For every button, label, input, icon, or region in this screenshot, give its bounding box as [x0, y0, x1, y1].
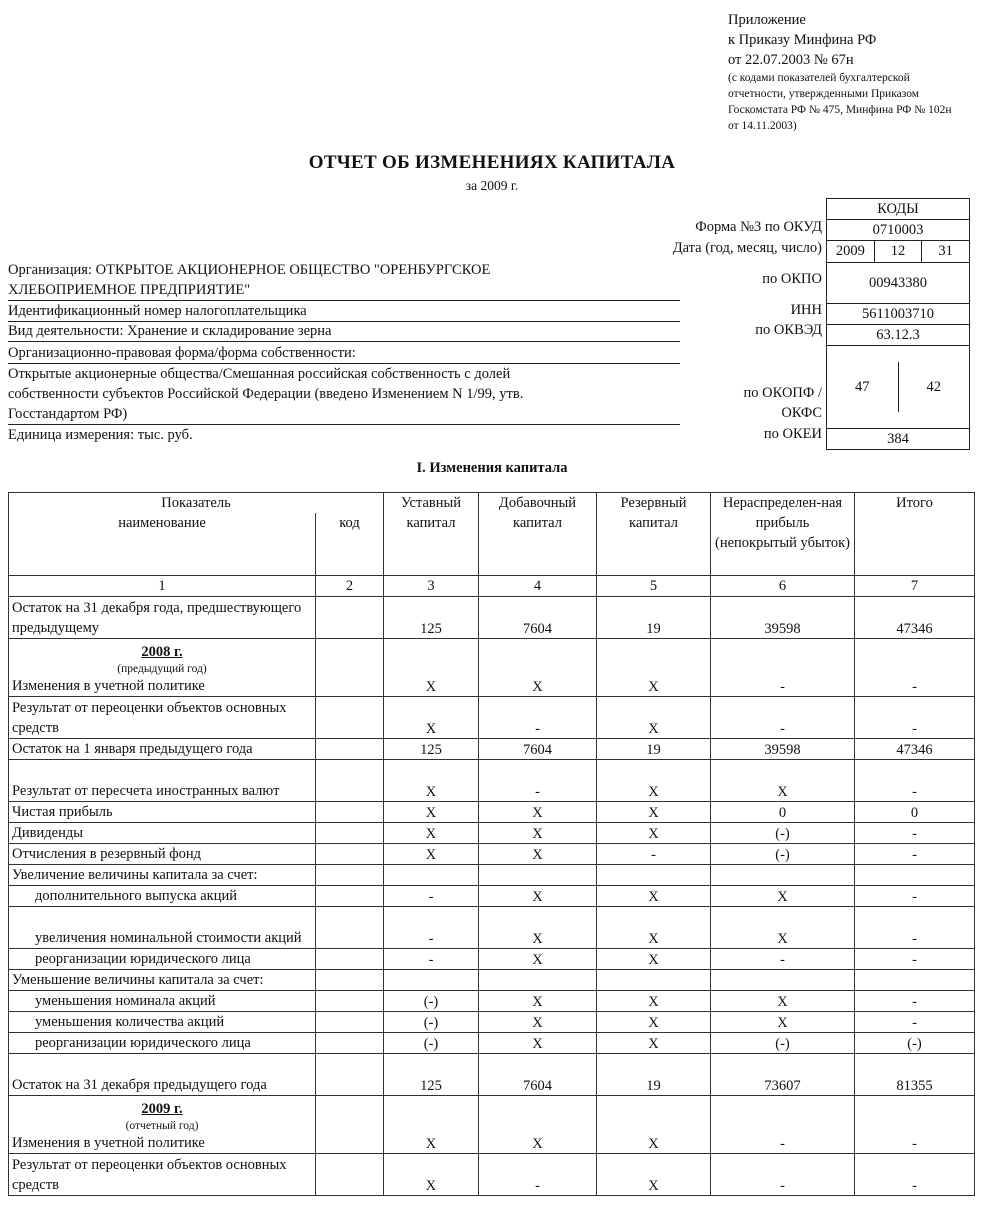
- row-code: [316, 865, 384, 886]
- row-code: [316, 970, 384, 991]
- row-value: -: [855, 823, 975, 844]
- row-name: [9, 597, 316, 639]
- row-value: X: [597, 823, 711, 844]
- row-value: X: [597, 1096, 711, 1154]
- org-legal-line: собственности субъектов Российской Федерации (введено Изменением N 1/99, утв.: [8, 386, 524, 402]
- row-value: X: [597, 639, 711, 697]
- row-value: (-): [711, 1033, 855, 1054]
- row-value: X: [384, 1154, 479, 1196]
- year-heading: 2009 г.: [141, 1101, 183, 1117]
- row-value: X: [597, 802, 711, 823]
- row-value: (-): [384, 1012, 479, 1033]
- row-code: [316, 1033, 384, 1054]
- row-value: -: [855, 991, 975, 1012]
- row-value: [479, 865, 597, 886]
- row-code: [316, 991, 384, 1012]
- code-date-day: 31: [938, 243, 953, 259]
- row-label: Результат от переоценки объектов основных средств: [12, 700, 287, 736]
- row-value: X: [597, 886, 711, 907]
- row-value: 19: [597, 1054, 711, 1096]
- row-value: X: [384, 823, 479, 844]
- row-label: Уменьшение величины капитала за счет:: [12, 972, 264, 988]
- table-row: [9, 1012, 975, 1033]
- row-value: [597, 865, 711, 886]
- row-label: Результат от переоценки объектов основных средств: [12, 1157, 287, 1193]
- row-value: 7604: [479, 1054, 597, 1096]
- row-value: -: [711, 697, 855, 739]
- table-row: [9, 886, 975, 907]
- row-code: [316, 802, 384, 823]
- row-label: Остаток на 31 декабря года, предшествующего предыдущему: [12, 600, 302, 636]
- row-name: [9, 865, 316, 886]
- year-heading: 2008 г.: [141, 644, 183, 660]
- row-code: [316, 739, 384, 760]
- org-activity: Вид деятельности: Хранение и складирование зерна: [8, 321, 680, 342]
- row-value: X: [597, 697, 711, 739]
- row-value: -: [384, 907, 479, 949]
- row-code: [316, 823, 384, 844]
- label-form: Форма №3 по ОКУД: [695, 219, 822, 235]
- code-okei: 384: [887, 431, 909, 447]
- header-name: наименование: [9, 513, 316, 576]
- row-code: [316, 844, 384, 865]
- table-body: [9, 597, 975, 1196]
- header-indicator: Показатель: [9, 493, 384, 514]
- row-value: X: [479, 1033, 597, 1054]
- label-okopf: по ОКОПФ /: [743, 385, 822, 401]
- code-date: [827, 241, 969, 263]
- table-row: [9, 907, 975, 949]
- row-value: [384, 970, 479, 991]
- org-name-line: ХЛЕБОПРИЕМНОЕ ПРЕДПРИЯТИЕ": [8, 282, 251, 298]
- row-value: -: [855, 1012, 975, 1033]
- row-code: [316, 597, 384, 639]
- appendix-line: к Приказу Минфина РФ: [728, 32, 877, 48]
- label-okei: по ОКЕИ: [763, 426, 822, 442]
- row-name: [9, 697, 316, 739]
- row-value: X: [711, 760, 855, 802]
- row-value: [479, 970, 597, 991]
- row-value: X: [597, 1154, 711, 1196]
- row-value: 125: [384, 1054, 479, 1096]
- table-row: [9, 970, 975, 991]
- code-okved: 63.12.3: [827, 325, 969, 346]
- row-value: -: [711, 1154, 855, 1196]
- row-value: [855, 970, 975, 991]
- row-label: дополнительного выпуска акций: [35, 888, 237, 904]
- row-value: 0: [711, 802, 855, 823]
- column-number: 6: [711, 576, 855, 597]
- row-value: 19: [597, 739, 711, 760]
- code-date-year: 2009: [827, 241, 875, 262]
- row-value: -: [711, 949, 855, 970]
- row-code: [316, 1012, 384, 1033]
- row-value: -: [711, 1096, 855, 1154]
- table-row: [9, 844, 975, 865]
- label-okpo: по ОКПО: [762, 271, 822, 287]
- row-label: уменьшения количества акций: [35, 1014, 225, 1030]
- row-label: уменьшения номинала акций: [35, 993, 216, 1009]
- column-number: 5: [597, 576, 711, 597]
- row-value: X: [479, 886, 597, 907]
- row-name: [9, 1154, 316, 1196]
- row-code: [316, 760, 384, 802]
- row-label: Отчисления в резервный фонд: [12, 846, 202, 862]
- org-legal-form: [8, 364, 680, 425]
- table-row: [9, 1054, 975, 1096]
- org-legal-line: Открытые акционерные общества/Смешанная российская собственность с долей: [8, 366, 511, 382]
- capital-changes-table: [8, 492, 975, 1196]
- row-value: [384, 865, 479, 886]
- code-inn: 5611003710: [827, 304, 969, 325]
- row-value: [597, 970, 711, 991]
- row-value: -: [855, 949, 975, 970]
- row-label: реорганизации юридического лица: [35, 1035, 251, 1051]
- row-value: X: [711, 1012, 855, 1033]
- row-name: [9, 991, 316, 1012]
- row-label: Остаток на 31 декабря предыдущего года: [12, 1077, 267, 1093]
- table-row: [9, 949, 975, 970]
- row-value: -: [855, 760, 975, 802]
- table-row: [9, 991, 975, 1012]
- column-number: 4: [479, 576, 597, 597]
- row-value: -: [597, 844, 711, 865]
- row-value: X: [384, 697, 479, 739]
- row-value: (-): [711, 844, 855, 865]
- row-label: Изменения в учетной политике: [12, 678, 205, 694]
- header-charter-capital: Уставный капитал: [384, 493, 479, 576]
- section-title: I. Изменения капитала: [416, 460, 568, 476]
- org-name-line: Организация: ОТКРЫТОЕ АКЦИОНЕРНОЕ ОБЩЕСТВО "ОРЕНБУРГСКОЕ: [8, 262, 491, 278]
- row-value: X: [384, 844, 479, 865]
- label-okfs: ОКФС: [781, 405, 822, 421]
- row-value: X: [597, 907, 711, 949]
- row-value: X: [597, 949, 711, 970]
- org-legal-line: Госстандартом РФ): [8, 406, 128, 422]
- row-value: 47346: [855, 597, 975, 639]
- row-value: (-): [711, 823, 855, 844]
- row-value: X: [711, 991, 855, 1012]
- row-value: X: [479, 991, 597, 1012]
- table-row: [9, 1154, 975, 1196]
- row-value: X: [384, 802, 479, 823]
- column-number: 2: [316, 576, 384, 597]
- row-value: X: [384, 639, 479, 697]
- row-value: X: [711, 907, 855, 949]
- table-row: [9, 802, 975, 823]
- table-row: [9, 760, 975, 802]
- table-row: [9, 1096, 975, 1154]
- row-name: [9, 1012, 316, 1033]
- row-value: -: [855, 1154, 975, 1196]
- row-name: [9, 907, 316, 949]
- row-code: [316, 949, 384, 970]
- row-value: 7604: [479, 739, 597, 760]
- row-name: [9, 1054, 316, 1096]
- table-row: [9, 1033, 975, 1054]
- row-value: X: [479, 1012, 597, 1033]
- row-value: X: [479, 844, 597, 865]
- row-label: увеличения номинальной стоимости акций: [35, 930, 302, 946]
- table-row: [9, 639, 975, 697]
- org-inn-label: Идентификационный номер налогоплательщика: [8, 301, 680, 322]
- row-value: X: [479, 907, 597, 949]
- table-row: [9, 597, 975, 639]
- header-total: Итого: [855, 493, 975, 576]
- row-label: Результат от пересчета иностранных валют: [12, 783, 280, 799]
- row-value: 73607: [711, 1054, 855, 1096]
- row-name: [9, 1096, 316, 1154]
- row-name: [9, 1033, 316, 1054]
- row-name: [9, 639, 316, 697]
- code-okud: 0710003: [827, 220, 969, 241]
- row-value: [855, 865, 975, 886]
- table-row: [9, 823, 975, 844]
- row-value: X: [384, 760, 479, 802]
- code-okopf-okfs: [827, 346, 969, 429]
- row-value: 39598: [711, 739, 855, 760]
- row-value: [711, 970, 855, 991]
- code-okopf: 47: [855, 378, 870, 395]
- row-name: [9, 949, 316, 970]
- label-inn: ИНН: [790, 302, 822, 318]
- row-value: -: [384, 949, 479, 970]
- year-subheading: (отчетный год): [125, 1120, 199, 1132]
- codes-header: КОДЫ: [827, 199, 969, 220]
- row-label: реорганизации юридического лица: [35, 951, 251, 967]
- appendix-note: [728, 10, 978, 134]
- row-value: X: [479, 949, 597, 970]
- row-label: Увеличение величины капитала за счет:: [12, 867, 258, 883]
- report-title: ОТЧЕТ ОБ ИЗМЕНЕНИЯХ КАПИТАЛА: [308, 152, 676, 173]
- row-value: -: [711, 639, 855, 697]
- appendix-line: Приложение: [728, 12, 806, 28]
- row-code: [316, 1154, 384, 1196]
- label-okved: по ОКВЭД: [755, 322, 822, 338]
- row-value: 125: [384, 597, 479, 639]
- row-value: 125: [384, 739, 479, 760]
- row-value: -: [855, 639, 975, 697]
- row-value: -: [479, 697, 597, 739]
- row-value: X: [479, 823, 597, 844]
- code-date-month: 12: [875, 241, 923, 262]
- appendix-line: от 22.07.2003 № 67н: [728, 52, 854, 68]
- row-code: [316, 639, 384, 697]
- row-label: Изменения в учетной политике: [12, 1135, 205, 1151]
- row-name: [9, 802, 316, 823]
- row-name: [9, 760, 316, 802]
- row-value: X: [711, 886, 855, 907]
- appendix-codes-note: (с кодами показателей бухгалтерской отчетности, утвержденными Приказом Госкомстата РФ № 475, Минфина РФ № 102н от 14.11.2003): [728, 72, 952, 132]
- row-code: [316, 886, 384, 907]
- report-period: за 2009 г.: [465, 178, 519, 193]
- code-okpo: 00943380: [827, 263, 969, 304]
- row-value: 0: [855, 802, 975, 823]
- header-additional-capital: Добавочный капитал: [479, 493, 597, 576]
- label-date: Дата (год, месяц, число): [672, 240, 822, 256]
- row-value: -: [855, 907, 975, 949]
- org-name: [8, 260, 680, 301]
- row-value: 39598: [711, 597, 855, 639]
- column-numbers-row: [9, 576, 975, 597]
- row-value: X: [597, 760, 711, 802]
- row-code: [316, 907, 384, 949]
- header-reserve-capital: Резервный капитал: [597, 493, 711, 576]
- row-value: -: [384, 886, 479, 907]
- code-okfs: 42: [926, 378, 941, 395]
- row-label: Остаток на 1 января предыдущего года: [12, 741, 253, 757]
- row-name: [9, 886, 316, 907]
- column-number: 1: [9, 576, 316, 597]
- row-value: 19: [597, 597, 711, 639]
- row-value: (-): [384, 991, 479, 1012]
- row-code: [316, 697, 384, 739]
- row-value: -: [855, 1096, 975, 1154]
- row-value: (-): [855, 1033, 975, 1054]
- header-code: код: [316, 513, 384, 576]
- row-value: 7604: [479, 597, 597, 639]
- row-value: -: [855, 844, 975, 865]
- header-retained-earnings: Нераспределен-ная прибыль (непокрытый убыток): [711, 493, 855, 576]
- row-value: [711, 865, 855, 886]
- row-value: -: [479, 1154, 597, 1196]
- codes-box: [826, 198, 970, 450]
- row-code: [316, 1096, 384, 1154]
- row-code: [316, 1054, 384, 1096]
- table-row: [9, 697, 975, 739]
- row-value: X: [479, 639, 597, 697]
- org-legal-form-label: Организационно-правовая форма/форма собственности:: [8, 343, 680, 364]
- row-label: Дивиденды: [12, 825, 83, 841]
- row-name: [9, 739, 316, 760]
- row-value: X: [479, 1096, 597, 1154]
- column-number: 3: [384, 576, 479, 597]
- table-row: [9, 739, 975, 760]
- row-value: -: [855, 697, 975, 739]
- org-unit: Единица измерения: тыс. руб.: [8, 427, 193, 443]
- row-name: [9, 844, 316, 865]
- row-value: 47346: [855, 739, 975, 760]
- row-value: X: [479, 802, 597, 823]
- row-value: X: [597, 1033, 711, 1054]
- row-value: (-): [384, 1033, 479, 1054]
- row-value: 81355: [855, 1054, 975, 1096]
- row-label: Чистая прибыль: [12, 804, 113, 820]
- row-value: X: [597, 991, 711, 1012]
- year-subheading: (предыдущий год): [117, 663, 207, 675]
- row-value: -: [855, 886, 975, 907]
- row-value: X: [384, 1096, 479, 1154]
- row-value: X: [597, 1012, 711, 1033]
- row-name: [9, 823, 316, 844]
- row-value: -: [479, 760, 597, 802]
- table-row: [9, 865, 975, 886]
- column-number: 7: [855, 576, 975, 597]
- row-name: [9, 970, 316, 991]
